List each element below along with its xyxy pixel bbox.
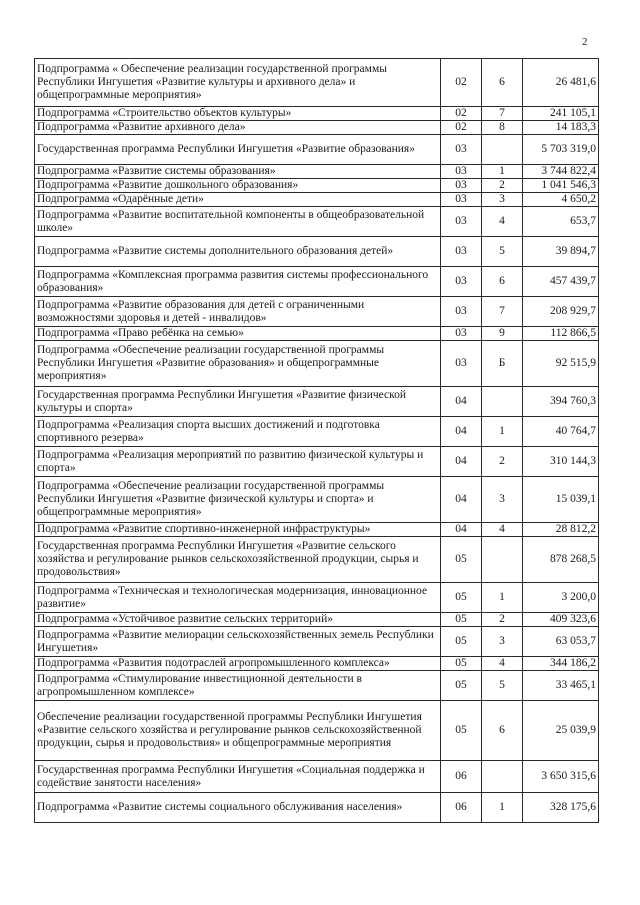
table-row (35, 297, 599, 327)
amount: 3 650 315,6 (523, 761, 599, 793)
table-row (35, 537, 599, 583)
program-code: 05 (441, 627, 482, 657)
amount: 26 481,6 (523, 59, 599, 107)
program-code: 03 (441, 341, 482, 387)
program-name: Государственная программа Республики Ингушетия «Развитие сельского хозяйства и регулирование рынков сельскохозяйственной продукции, сырья и продовольствия» (35, 537, 441, 583)
subprogram-code (482, 135, 523, 165)
program-name: Государственная программа Республики Ингушетия «Развитие физической культуры и спорта» (35, 387, 441, 417)
program-name: Подпрограмма «Развитие системы образования» (35, 165, 441, 179)
subprogram-code: 8 (482, 121, 523, 135)
table-row (35, 341, 599, 387)
subprogram-code: 4 (482, 207, 523, 237)
amount: 5 703 319,0 (523, 135, 599, 165)
table-row (35, 761, 599, 793)
table-row (35, 59, 599, 107)
program-code: 03 (441, 179, 482, 193)
subprogram-code: 6 (482, 59, 523, 107)
subprogram-code: 5 (482, 671, 523, 701)
subprogram-code: 9 (482, 327, 523, 341)
amount: 25 039,9 (523, 701, 599, 761)
amount: 15 039,1 (523, 477, 599, 523)
table-row (35, 135, 599, 165)
amount: 1 041 546,3 (523, 179, 599, 193)
amount: 28 812,2 (523, 523, 599, 537)
amount: 63 053,7 (523, 627, 599, 657)
table-row (35, 583, 599, 613)
program-code: 05 (441, 701, 482, 761)
subprogram-code: 4 (482, 523, 523, 537)
table-row (35, 627, 599, 657)
amount: 14 183,3 (523, 121, 599, 135)
table-row (35, 523, 599, 537)
program-name: Подпрограмма «Реализация спорта высших достижений и подготовка спортивного резерва» (35, 417, 441, 447)
program-code: 04 (441, 417, 482, 447)
table-row (35, 701, 599, 761)
subprogram-code: 1 (482, 165, 523, 179)
table-row (35, 447, 599, 477)
amount: 457 439,7 (523, 267, 599, 297)
program-name: Подпрограмма «Техническая и технологическая модернизация, инновационное развитие» (35, 583, 441, 613)
amount: 39 894,7 (523, 237, 599, 267)
subprogram-code: 2 (482, 179, 523, 193)
subprogram-code: 1 (482, 417, 523, 447)
budget-table-body (35, 59, 599, 823)
subprogram-code: 1 (482, 793, 523, 823)
program-name: Государственная программа Республики Ингушетия «Развитие образования» (35, 135, 441, 165)
amount: 344 186,2 (523, 657, 599, 671)
program-name: Подпрограмма «Развитие мелиорации сельскохозяйственных земель Республики Ингушетия» (35, 627, 441, 657)
amount: 241 105,1 (523, 107, 599, 121)
subprogram-code: Б (482, 341, 523, 387)
program-code: 04 (441, 447, 482, 477)
amount: 409 323,6 (523, 613, 599, 627)
program-code: 06 (441, 793, 482, 823)
subprogram-code (482, 537, 523, 583)
program-name: Подпрограмма «Одарённые дети» (35, 193, 441, 207)
program-name: Подпрограмма «Стимулирование инвестиционной деятельности в агропромышленном комплексе» (35, 671, 441, 701)
table-row (35, 237, 599, 267)
table-row (35, 267, 599, 297)
program-code: 03 (441, 135, 482, 165)
subprogram-code: 7 (482, 297, 523, 327)
subprogram-code: 3 (482, 477, 523, 523)
amount: 208 929,7 (523, 297, 599, 327)
program-code: 02 (441, 59, 482, 107)
subprogram-code: 2 (482, 447, 523, 477)
program-code: 03 (441, 165, 482, 179)
program-code: 05 (441, 537, 482, 583)
table-row (35, 193, 599, 207)
amount: 328 175,6 (523, 793, 599, 823)
budget-table (34, 58, 599, 823)
amount: 112 866,5 (523, 327, 599, 341)
subprogram-code (482, 387, 523, 417)
amount: 878 268,5 (523, 537, 599, 583)
program-name: Подпрограмма «Развитие системы дополнительного образования детей» (35, 237, 441, 267)
program-code: 03 (441, 237, 482, 267)
program-code: 03 (441, 327, 482, 341)
table-row (35, 121, 599, 135)
table-row (35, 107, 599, 121)
program-code: 03 (441, 207, 482, 237)
program-name: Подпрограмма «Развитие системы социального обслуживания населения» (35, 793, 441, 823)
program-code: 02 (441, 107, 482, 121)
program-code: 04 (441, 523, 482, 537)
subprogram-code: 6 (482, 701, 523, 761)
program-name: Подпрограмма «Устойчивое развитие сельских территорий» (35, 613, 441, 627)
subprogram-code: 4 (482, 657, 523, 671)
table-row (35, 417, 599, 447)
program-name: Подпрограмма «Развитие образования для детей с ограниченными возможностями здоровья и детей - инвалидов» (35, 297, 441, 327)
program-code: 04 (441, 387, 482, 417)
program-code: 05 (441, 657, 482, 671)
page-number: 2 (582, 36, 588, 48)
table-row (35, 387, 599, 417)
program-name: Подпрограмма «Реализация мероприятий по развитию физической культуры и спорта» (35, 447, 441, 477)
program-code: 03 (441, 267, 482, 297)
program-name: Подпрограмма «Комплексная программа развития системы профессионального образования» (35, 267, 441, 297)
program-code: 05 (441, 583, 482, 613)
table-row (35, 327, 599, 341)
subprogram-code: 3 (482, 627, 523, 657)
amount: 3 200,0 (523, 583, 599, 613)
program-name: Обеспечение реализации государственной программы Республики Ингушетия «Развитие сельского хозяйства и регулирование рынков сельскохозяйственной продукции, сырья и продовольствия» и общепрограммные мероприятия (35, 701, 441, 761)
table-row (35, 207, 599, 237)
program-name: Подпрограмма «Обеспечение реализации государственной программы Республики Ингушетия «Развитие образования» и общепрограммные мероприятия» (35, 341, 441, 387)
program-code: 05 (441, 671, 482, 701)
amount: 40 764,7 (523, 417, 599, 447)
program-name: Подпрограмма « Обеспечение реализации государственной программы Республики Ингушетия «Развитие культуры и архивного дела» и общепрограммные мероприятия» (35, 59, 441, 107)
subprogram-code: 3 (482, 193, 523, 207)
amount: 310 144,3 (523, 447, 599, 477)
program-name: Подпрограмма «Развитие спортивно-инженерной инфраструктуры» (35, 523, 441, 537)
program-name: Подпрограмма «Развитие воспитательной компоненты в общеобразовательной школе» (35, 207, 441, 237)
subprogram-code: 5 (482, 237, 523, 267)
table-row (35, 793, 599, 823)
program-name: Подпрограмма «Развитие дошкольного образования» (35, 179, 441, 193)
program-code: 05 (441, 613, 482, 627)
program-code: 06 (441, 761, 482, 793)
program-name: Подпрограмма «Развития подотраслей агропромышленного комплекса» (35, 657, 441, 671)
table-row (35, 671, 599, 701)
subprogram-code: 2 (482, 613, 523, 627)
table-row (35, 179, 599, 193)
program-name: Подпрограмма «Обеспечение реализации государственной программы Республики Ингушетия «Развитие физической культуры и спорта» и общепрограммные мероприятия» (35, 477, 441, 523)
program-name: Подпрограмма «Развитие архивного дела» (35, 121, 441, 135)
program-code: 03 (441, 193, 482, 207)
program-code: 03 (441, 297, 482, 327)
table-row (35, 613, 599, 627)
table-row (35, 657, 599, 671)
amount: 33 465,1 (523, 671, 599, 701)
amount: 92 515,9 (523, 341, 599, 387)
program-code: 02 (441, 121, 482, 135)
program-name: Подпрограмма «Право ребёнка на семью» (35, 327, 441, 341)
subprogram-code: 7 (482, 107, 523, 121)
subprogram-code: 1 (482, 583, 523, 613)
amount: 4 650,2 (523, 193, 599, 207)
table-row (35, 477, 599, 523)
program-code: 04 (441, 477, 482, 523)
program-name: Государственная программа Республики Ингушетия «Социальная поддержка и содействие занятости населения» (35, 761, 441, 793)
table-row (35, 165, 599, 179)
amount: 653,7 (523, 207, 599, 237)
amount: 394 760,3 (523, 387, 599, 417)
amount: 3 744 822,4 (523, 165, 599, 179)
program-name: Подпрограмма «Строительство объектов культуры» (35, 107, 441, 121)
subprogram-code (482, 761, 523, 793)
subprogram-code: 6 (482, 267, 523, 297)
